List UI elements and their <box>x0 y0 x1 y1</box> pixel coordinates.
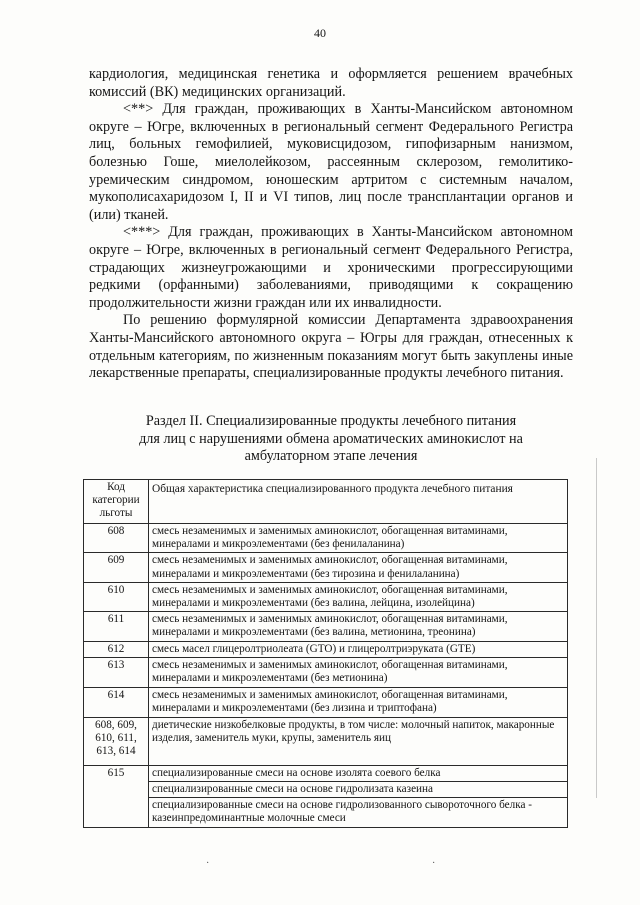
description-cell: смесь незаменимых и заменимых аминокислот, обогащенная витаминами, минералами и микроэлементами (без валина, метионина, треонина) <box>149 612 568 641</box>
table-row <box>84 612 568 641</box>
products-table <box>83 479 568 828</box>
paragraph-formulary-commission: По решению формулярной комиссии Департамента здравоохранения Ханты-Мансийского автономного округа – Югры для граждан, отнесенных к отдельным категориям, по жизненным показаниям могут быть закуплены иные лекарственные препараты, специализированные продукты лечебного питания. <box>89 312 573 382</box>
description-cell: специализированные смеси на основе изолята соевого белка <box>149 765 568 781</box>
table-row <box>84 657 568 687</box>
code-cell: 615 <box>84 765 149 827</box>
table-row <box>84 582 568 611</box>
description-cell: специализированные смеси на основе гидролизованного сывороточного белка - казеинпредоминантные молочные смеси <box>149 798 568 827</box>
table-row <box>84 798 568 827</box>
paragraph-footnote-double-star: <**> Для граждан, проживающих в Ханты-Мансийском автономном округе – Югре, включенных в региональный сегмент Федерального Регистра лиц, больных гемофилией, муковисцидозом, гипофизарным нанизмом, болезнью Гоше, миелолейкозом, рассеянным склерозом, гемолитико-уремическим синдромом, юношеским артритом с системным началом, мукополисахаридозом I, II и VI типов, лиц после трансплантации органов и (или) тканей. <box>89 101 573 223</box>
code-cell: 611 <box>84 612 149 641</box>
description-cell: смесь незаменимых и заменимых аминокислот, обогащенная витаминами, минералами и микроэлементами (без метионина) <box>149 657 568 687</box>
description-cell: смесь масел глицеролтриолеата (GTO) и глицеролтриэруката (GTE) <box>149 641 568 657</box>
body-text <box>89 66 573 383</box>
table-row <box>84 717 568 765</box>
table-row <box>84 782 568 798</box>
table-row <box>84 687 568 717</box>
code-cell: 613 <box>84 657 149 687</box>
section-title <box>89 413 573 466</box>
description-cell: смесь незаменимых и заменимых аминокислот, обогащенная витаминами, минералами и микроэлементами (без фенилаланина) <box>149 524 568 553</box>
code-cell: 612 <box>84 641 149 657</box>
code-cell: 608, 609, 610, 611, 613, 614 <box>84 717 149 765</box>
description-cell: смесь незаменимых и заменимых аминокислот, обогащенная витаминами, минералами и микроэлементами (без валина, лейцина, изолейцина) <box>149 582 568 611</box>
paragraph-continuation: кардиология, медицинская генетика и оформляется решением врачебных комиссий (ВК) медицинских организаций. <box>89 66 573 100</box>
table-row <box>84 524 568 553</box>
scan-margin-line <box>596 458 597 798</box>
table-row <box>84 553 568 582</box>
header-description-cell: Общая характеристика специализированного продукта лечебного питания <box>149 480 568 524</box>
section-title-line: амбулаторном этапе лечения <box>244 448 418 464</box>
code-cell: 609 <box>84 553 149 582</box>
code-cell: 614 <box>84 687 149 717</box>
code-cell: 610 <box>84 582 149 611</box>
table-header-row <box>84 480 568 524</box>
description-cell: диетические низкобелковые продукты, в том числе: молочный напиток, макаронные изделия, заменитель муки, крупы, заменитель яиц <box>149 717 568 765</box>
header-code-cell: Код категории льготы <box>84 480 149 524</box>
page-number: 40 <box>314 26 326 40</box>
description-cell: смесь незаменимых и заменимых аминокислот, обогащенная витаминами, минералами и микроэлементами (без тирозина и фенилаланина) <box>149 553 568 582</box>
paragraph-footnote-triple-star: <***> Для граждан, проживающих в Ханты-Мансийском автономном округе – Югре, включенных в региональный сегмент Федерального Регистра, страдающих жизнеугрожающими и хроническими прогрессирующими редкими (орфанными) заболеваниями, приводящими к сокращению продолжительности жизни граждан или их инвалидности. <box>89 224 573 311</box>
code-cell: 608 <box>84 524 149 553</box>
table-row <box>84 641 568 657</box>
description-cell: смесь незаменимых и заменимых аминокислот, обогащенная витаминами, минералами и микроэлементами (без лизина и триптофана) <box>149 687 568 717</box>
section-title-line: для лиц с нарушениями обмена ароматических аминокислот на <box>139 430 523 447</box>
scan-speck: · <box>206 858 210 869</box>
table-row <box>84 765 568 781</box>
description-cell: специализированные смеси на основе гидролизата казеина <box>149 782 568 798</box>
scan-speck: · <box>432 858 436 869</box>
section-title-line: Раздел II. Специализированные продукты лечебного питания <box>145 413 517 429</box>
